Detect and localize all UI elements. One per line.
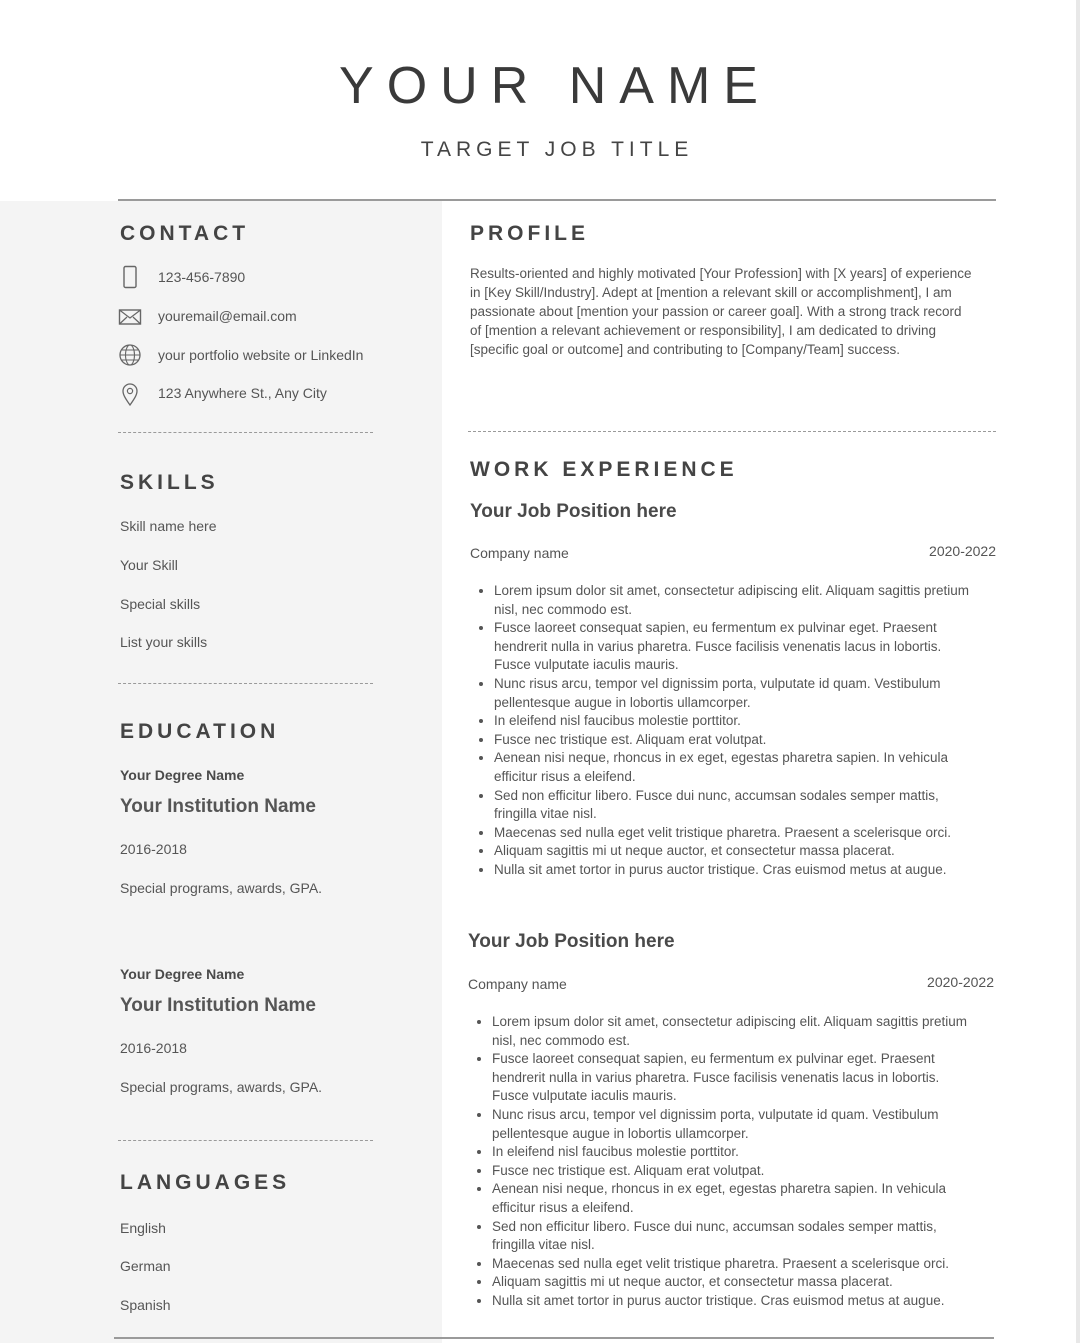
skill-item: Special skills bbox=[120, 596, 201, 612]
education-notes: Special programs, awards, GPA. bbox=[120, 1079, 323, 1095]
page-edge-shadow bbox=[1076, 0, 1080, 1343]
responsibility-item: • Aliquam sagittis mi ut neque auctor, et consectetur massa placerat. bbox=[494, 842, 974, 861]
responsibility-item: • Fusce laoreet consequat sapien, eu fermentum ex pulvinar eget. Praesent hendrerit nulla in varius pharetra. Fusce facilisis venenatis lacus in lobortis. Fusce vulputate iaculis mauris. bbox=[492, 1050, 972, 1106]
profile-line: passionate about [mention your passion or career goal]. With a strong track record bbox=[470, 304, 962, 319]
education-notes: Special programs, awards, GPA. bbox=[120, 880, 323, 896]
job-position: Your Job Position here bbox=[468, 931, 675, 952]
skill-item: List your skills bbox=[120, 634, 208, 650]
responsibility-item: • Lorem ipsum dolor sit amet, consectetur adipiscing elit. Aliquam sagittis pretium nisl, nec commodo est. bbox=[492, 1013, 972, 1050]
globe-icon bbox=[118, 343, 142, 367]
job-years: 2020-2022 bbox=[927, 974, 994, 990]
company-name: Company name bbox=[468, 976, 567, 992]
responsibility-item: • Nunc risus arcu, tempor vel dignissim porta, vulputate id quam. Vestibulum pellentesque augue in lobortis ullamcorper. bbox=[492, 1106, 972, 1143]
language-item: Spanish bbox=[120, 1297, 171, 1313]
responsibility-item: • Lorem ipsum dolor sit amet, consectetur adipiscing elit. Aliquam sagittis pretium nisl, nec commodo est. bbox=[494, 582, 974, 619]
contact-website: your portfolio website or LinkedIn bbox=[158, 347, 364, 363]
profile-line: Results-oriented and highly motivated [Your Profession] with [X years] of experience bbox=[470, 266, 972, 281]
profile-line: of [mention a relevant achievement or responsibility], I am dedicated to driving bbox=[470, 323, 936, 338]
responsibility-item: • In eleifend nisl faucibus molestie porttitor. bbox=[494, 712, 974, 731]
profile-line: in [Key Skill/Industry]. Adept at [mention a relevant skill or accomplishment], I am bbox=[470, 285, 952, 300]
education-heading: EDUCATION bbox=[120, 720, 280, 743]
skill-item: Skill name here bbox=[120, 518, 217, 534]
resume-name: YOUR NAME bbox=[339, 57, 771, 115]
work-experience-heading: WORK EXPERIENCE bbox=[470, 458, 738, 481]
language-item: English bbox=[120, 1220, 166, 1236]
sidebar-divider bbox=[118, 1140, 373, 1141]
sidebar-divider bbox=[118, 432, 373, 433]
responsibility-item: • Aenean nisi neque, rhoncus in ex eget, egestas pharetra sapien. In vehicula efficitur risus a eleifend. bbox=[494, 749, 974, 786]
header-divider bbox=[118, 199, 996, 201]
skills-heading: SKILLS bbox=[120, 471, 219, 494]
education-years: 2016-2018 bbox=[120, 841, 187, 857]
profile-heading: PROFILE bbox=[470, 222, 590, 245]
profile-line: [specific goal or outcome] and contributing to [Company/Team] success. bbox=[470, 342, 900, 357]
responsibility-item: • Maecenas sed nulla eget velit tristique pharetra. Praesent a scelerisque orci. bbox=[494, 824, 974, 843]
responsibility-item: • Aenean nisi neque, rhoncus in ex eget, egestas pharetra sapien. In vehicula efficitur risus a eleifend. bbox=[492, 1180, 972, 1217]
job-years: 2020-2022 bbox=[929, 543, 996, 559]
responsibility-item: • In eleifend nisl faucibus molestie porttitor. bbox=[492, 1143, 972, 1162]
responsibility-item: • Nunc risus arcu, tempor vel dignissim porta, vulputate id quam. Vestibulum pellentesque augue in lobortis ullamcorper. bbox=[494, 675, 974, 712]
degree-name: Your Degree Name bbox=[120, 966, 245, 982]
degree-name: Your Degree Name bbox=[120, 767, 245, 783]
target-job-title: TARGET JOB TITLE bbox=[420, 138, 694, 161]
phone-icon bbox=[118, 265, 142, 289]
responsibility-item: • Sed non efficitur libero. Fusce dui nunc, accumsan sodales semper mattis, fringilla vitae nisl. bbox=[494, 787, 974, 824]
institution-name: Your Institution Name bbox=[120, 796, 316, 817]
envelope-icon bbox=[118, 305, 142, 329]
education-years: 2016-2018 bbox=[120, 1040, 187, 1056]
responsibility-item: • Fusce laoreet consequat sapien, eu fermentum ex pulvinar eget. Praesent hendrerit nulla in varius pharetra. Fusce facilisis venenatis lacus in lobortis. Fusce vulputate iaculis mauris. bbox=[494, 619, 974, 675]
responsibility-item: • Fusce nec tristique est. Aliquam erat volutpat. bbox=[494, 731, 974, 750]
job-responsibilities bbox=[468, 1013, 972, 1311]
main-divider bbox=[468, 431, 996, 432]
contact-heading: CONTACT bbox=[120, 222, 250, 245]
responsibility-item: • Nulla sit amet tortor in purus auctor tristique. Cras euismod metus at augue. bbox=[494, 861, 974, 880]
responsibility-item: • Aliquam sagittis mi ut neque auctor, et consectetur massa placerat. bbox=[492, 1273, 972, 1292]
skill-item: Your Skill bbox=[120, 557, 178, 573]
contact-phone: 123-456-7890 bbox=[158, 269, 246, 285]
footer-divider bbox=[114, 1337, 994, 1339]
responsibility-item: • Sed non efficitur libero. Fusce dui nunc, accumsan sodales semper mattis, fringilla vitae nisl. bbox=[492, 1218, 972, 1255]
sidebar-divider bbox=[118, 683, 373, 684]
company-name: Company name bbox=[470, 545, 569, 561]
languages-heading: LANGUAGES bbox=[120, 1171, 291, 1194]
map-pin-icon bbox=[118, 382, 142, 406]
responsibility-item: • Fusce nec tristique est. Aliquam erat volutpat. bbox=[492, 1162, 972, 1181]
responsibility-item: • Maecenas sed nulla eget velit tristique pharetra. Praesent a scelerisque orci. bbox=[492, 1255, 972, 1274]
institution-name: Your Institution Name bbox=[120, 995, 316, 1016]
responsibility-item: • Nulla sit amet tortor in purus auctor tristique. Cras euismod metus at augue. bbox=[492, 1292, 972, 1311]
contact-address: 123 Anywhere St., Any City bbox=[158, 385, 327, 401]
job-responsibilities bbox=[470, 582, 974, 880]
language-item: German bbox=[120, 1258, 171, 1274]
contact-email: youremail@email.com bbox=[158, 308, 297, 324]
job-position: Your Job Position here bbox=[470, 501, 677, 522]
profile-summary bbox=[470, 264, 998, 359]
